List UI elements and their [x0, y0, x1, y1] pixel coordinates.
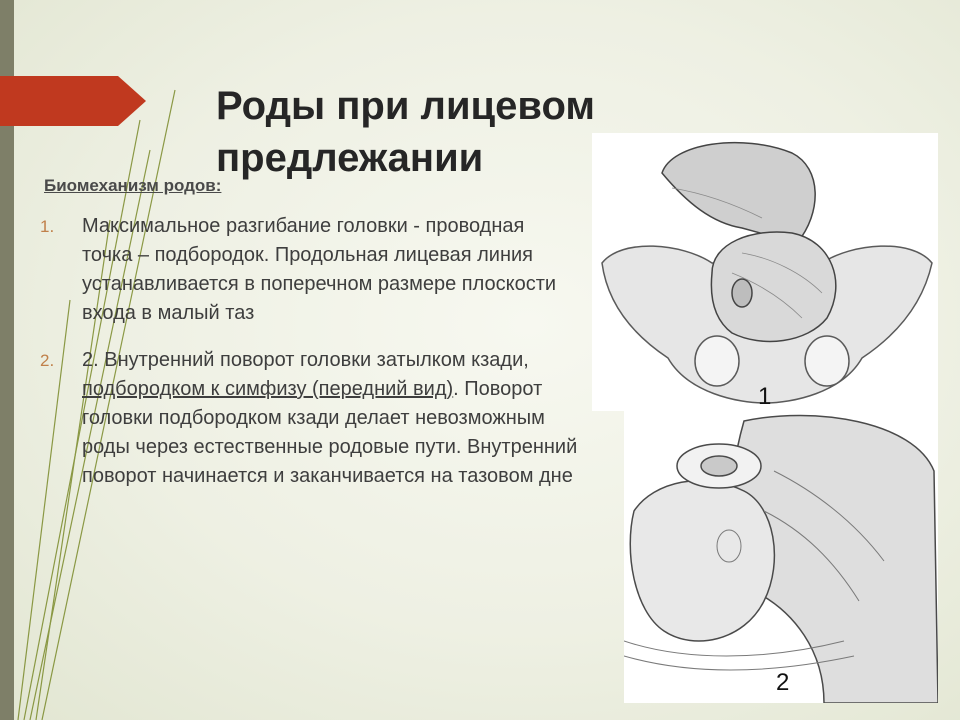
title-accent-tab: [0, 76, 148, 126]
list-item-text-underlined: подбородком к симфизу (передний вид): [82, 378, 454, 400]
figure-label: 2: [776, 669, 790, 696]
list-number: 1.: [40, 217, 55, 236]
subheading: Биомеханизм родов:: [44, 176, 222, 195]
pelvis-illustration: [592, 133, 938, 411]
sagittal-illustration: [624, 411, 938, 703]
list-item: [40, 212, 580, 328]
pelvis-drawing: [592, 133, 938, 411]
list-number: 2.: [40, 351, 55, 370]
list-item: [40, 346, 580, 491]
list-item-text-start: 2. Внутренний поворот головки затылком кзади,: [82, 349, 529, 371]
list-item-text: Максимальное разгибание головки - проводная точка – подбородок. Продольная лицевая линия устанавливается в поперечном размере плоскости входа в малый таз: [82, 215, 557, 324]
mechanism-list: [40, 212, 580, 509]
figure-label: 1: [758, 383, 772, 410]
slide-title: Роды при лицевом предлежании: [216, 84, 595, 180]
sagittal-drawing: [624, 411, 938, 703]
list-item-text-end: . Поворот головки подбородком кзади делает невозможным роды через естественные родовые пути. Внутренний поворот начинается и заканчивается на тазовом дне: [82, 378, 578, 487]
